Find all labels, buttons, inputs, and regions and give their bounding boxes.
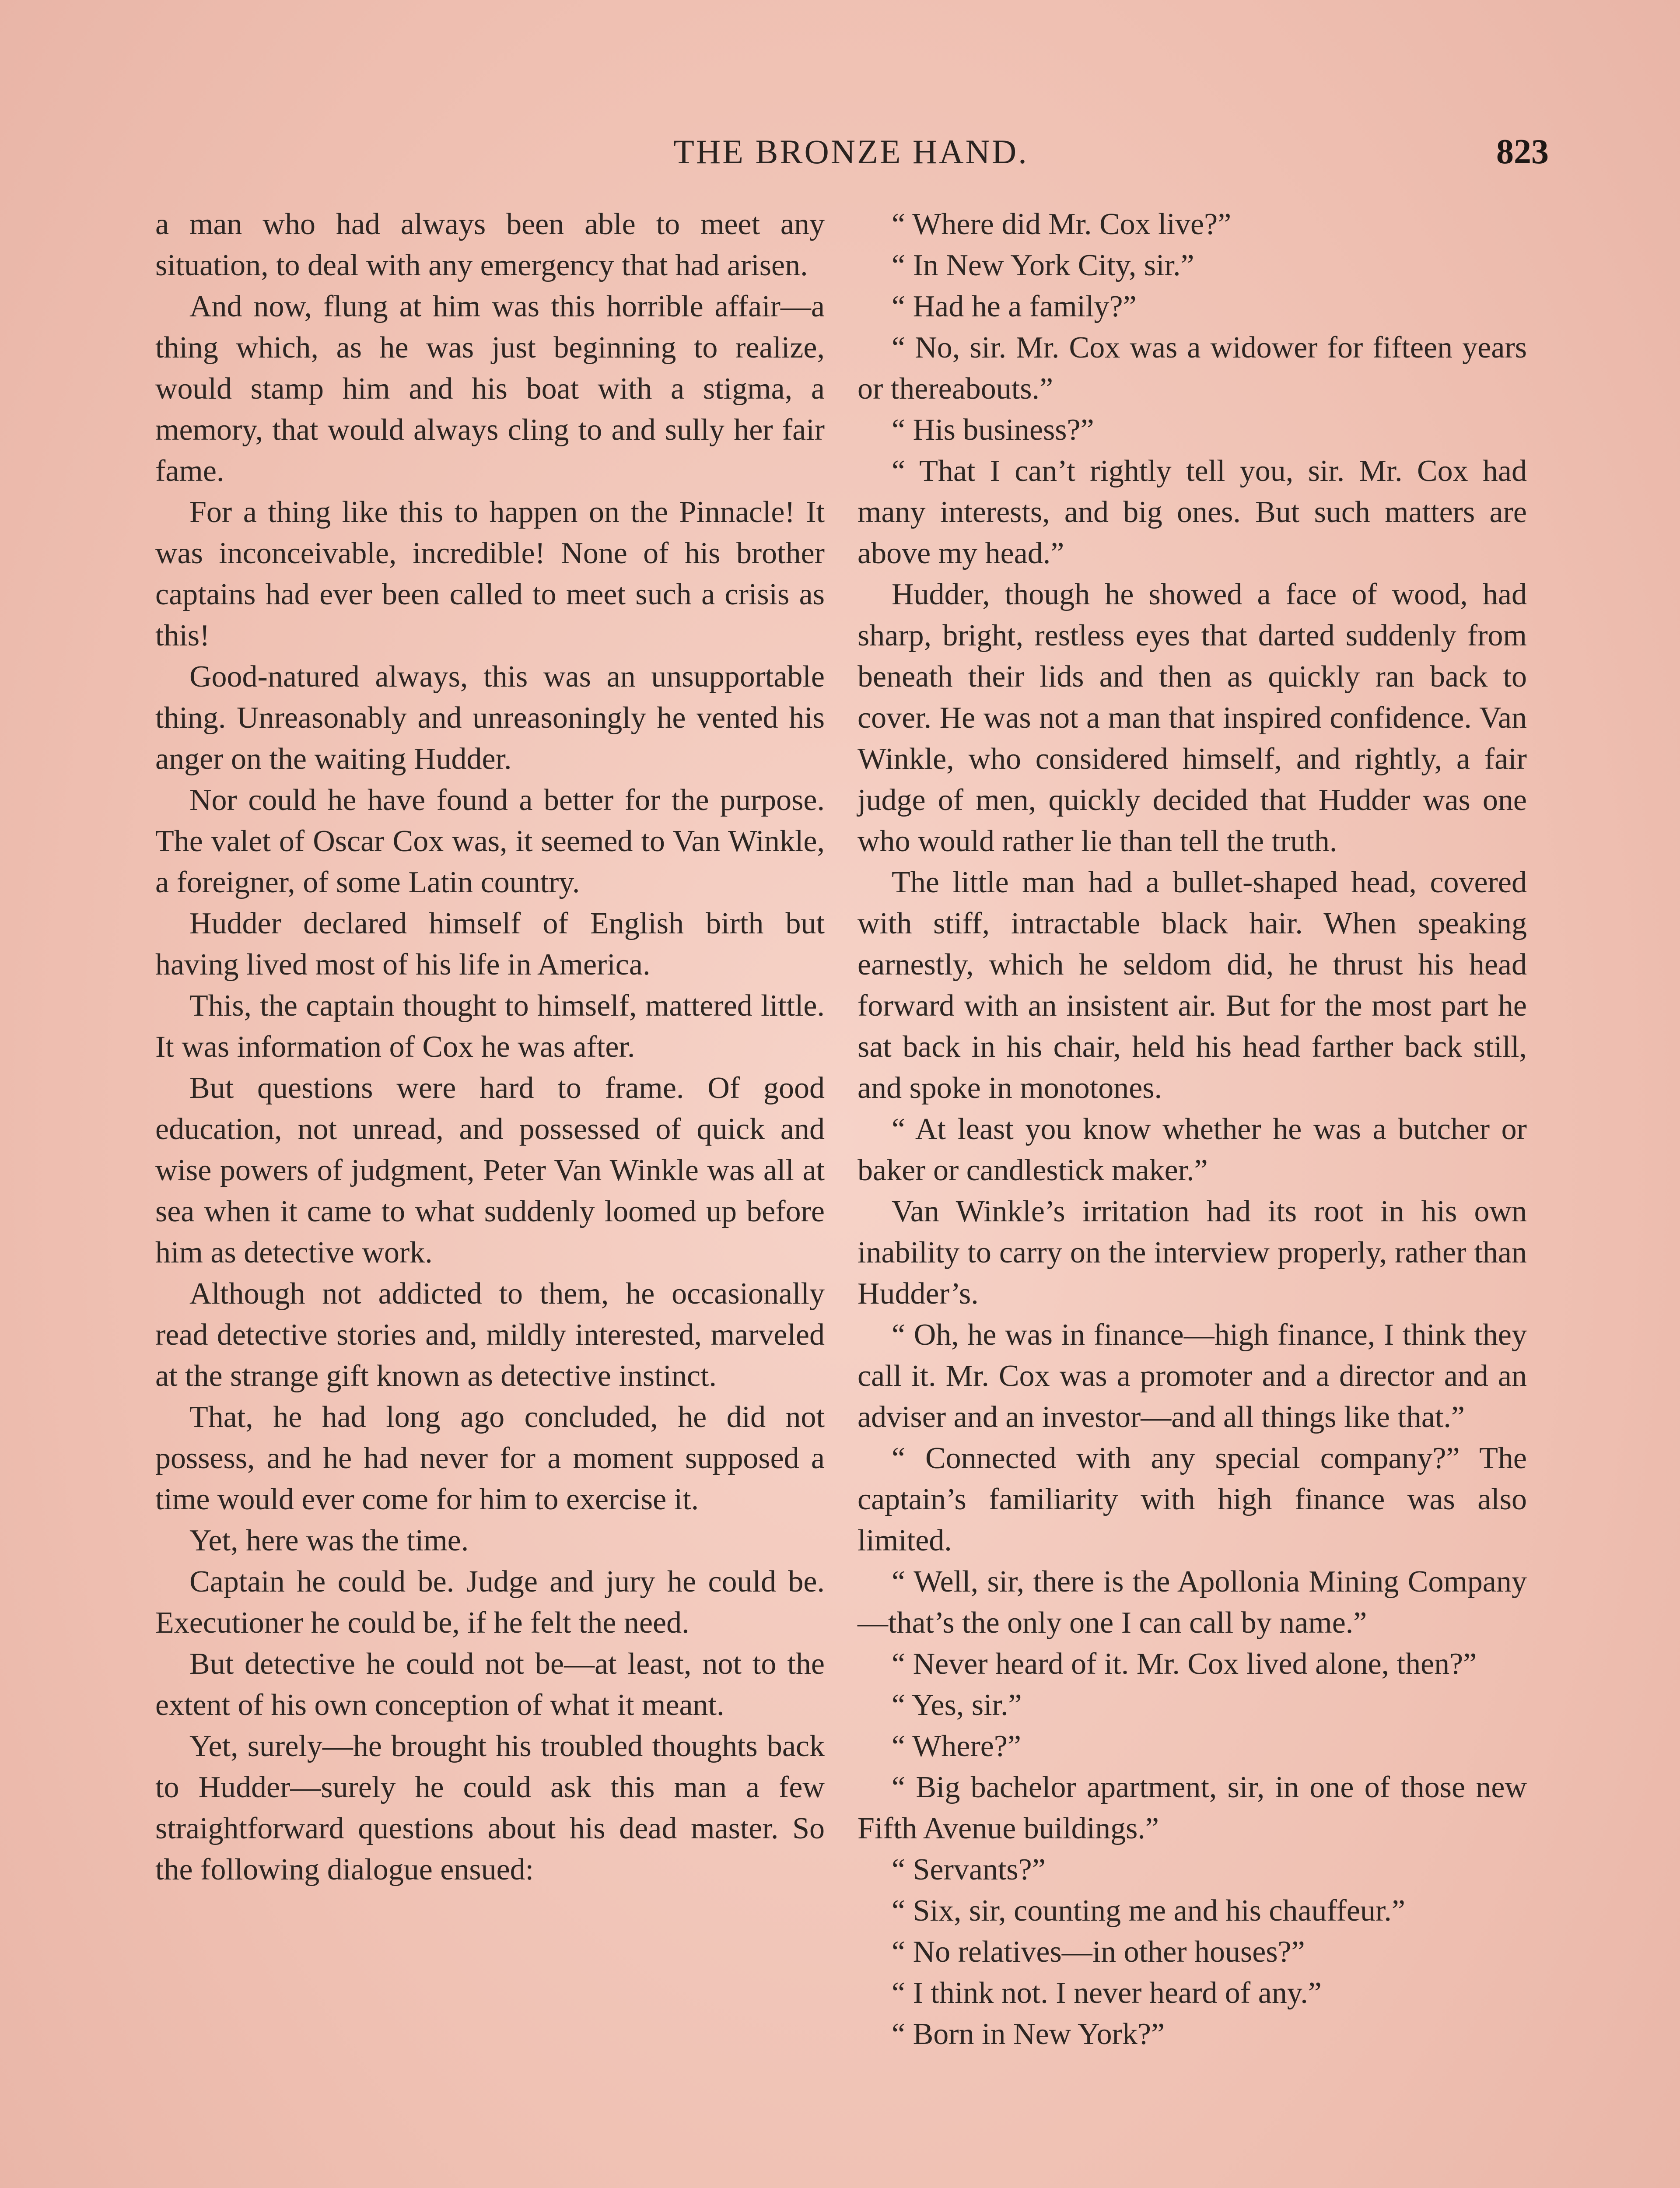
paragraph: And now, flung at him was this horrible affair—a thing which, as he was just beginning to realize, would stamp him and his boat with a stigma, a memory, that would always cling to and sully her fair fame. xyxy=(155,290,825,488)
paragraph: “ Six, sir, counting me and his chauffeur.” xyxy=(892,1894,1405,1928)
paragraph: The little man had a bullet-shaped head, covered with stiff, intractable black hair. When speaking earnestly, which he seldom did, he thrust his head forward with an insistent air. But for the most part he sat back in his chair, held his head farther back still, and spoke in monotones. xyxy=(858,866,1527,1105)
paragraph: Captain he could be. Judge and jury he could be. Executioner he could be, if he felt the need. xyxy=(155,1565,825,1640)
paragraph: “ Where did Mr. Cox live?” xyxy=(892,207,1232,241)
paragraph: But detective he could not be—at least, not to the extent of his own conception of what it meant. xyxy=(155,1647,825,1722)
page-number: 823 xyxy=(1496,133,1549,171)
paragraph: “ Yes, sir.” xyxy=(892,1688,1022,1722)
paragraph: “ Where?” xyxy=(892,1729,1021,1763)
paragraph: “ Big bachelor apartment, sir, in one of those new Fifth Avenue buildings.” xyxy=(858,1771,1527,1845)
paragraph: “ Never heard of it. Mr. Cox lived alone, then?” xyxy=(892,1647,1477,1681)
paragraph: “ At least you know whether he was a butcher or baker or candlestick maker.” xyxy=(858,1112,1527,1187)
paragraph: “ That I can’t rightly tell you, sir. Mr. Cox had many interests, and big ones. But such matters are above my head.” xyxy=(858,454,1527,570)
paragraph: a man who had always been able to meet any situation, to deal with any emergency that had arisen. xyxy=(155,207,825,282)
paragraph: Although not addicted to them, he occasionally read detective stories and, mildly interested, marveled at the strange gift known as detective instinct. xyxy=(155,1277,825,1393)
paragraph: Yet, surely—he brought his troubled thoughts back to Hudder—surely he could ask this man a few straightforward questions about his dead master. So the following dialogue ensued: xyxy=(155,1729,825,1886)
paragraph: “ Servants?” xyxy=(892,1853,1046,1886)
paragraph: That, he had long ago concluded, he did not possess, and he had never for a moment supposed a time would ever come for him to exercise it. xyxy=(155,1400,825,1516)
paragraph: Hudder, though he showed a face of wood, had sharp, bright, restless eyes that darted suddenly from beneath their lids and then as quickly ran back to cover. He was not a man that inspired confidence. Van Winkle, who considered himself, and rightly, a fair judge of men, quickly decided that Hudder was one who would rather lie than tell the truth. xyxy=(858,578,1527,858)
right-column xyxy=(858,204,1527,2055)
running-title: THE BRONZE HAND. xyxy=(673,133,1029,171)
paragraph: But questions were hard to frame. Of good education, not unread, and possessed of quick and wise powers of judgment, Peter Van Winkle was all at sea when it came to what suddenly loomed up before him as detective work. xyxy=(155,1071,825,1269)
left-column xyxy=(155,204,825,1890)
page-header xyxy=(153,128,1549,176)
paragraph: “ In New York City, sir.” xyxy=(892,249,1194,282)
paragraph: Van Winkle’s irritation had its root in his own inability to carry on the interview properly, rather than Hudder’s. xyxy=(858,1195,1527,1311)
paragraph: “ No, sir. Mr. Cox was a widower for fifteen years or thereabouts.” xyxy=(858,331,1527,406)
paragraph: “ Had he a family?” xyxy=(892,290,1137,323)
paragraph: “ His business?” xyxy=(892,413,1094,447)
paragraph: “ I think not. I never heard of any.” xyxy=(892,1976,1322,2010)
paragraph: “ Oh, he was in finance—high finance, I think they call it. Mr. Cox was a promoter and a director and an adviser and an investor—and all things like that.” xyxy=(858,1318,1527,1434)
paragraph: “ No relatives—in other houses?” xyxy=(892,1935,1305,1969)
paragraph: “ Connected with any special company?” The captain’s familiarity with high finance was also limited. xyxy=(858,1441,1527,1557)
paragraph: “ Born in New York?” xyxy=(892,2017,1165,2051)
paragraph: Yet, here was the time. xyxy=(189,1524,469,1557)
paragraph: This, the captain thought to himself, mattered little. It was information of Cox he was after. xyxy=(155,989,825,1064)
paragraph: Nor could he have found a better for the purpose. The valet of Oscar Cox was, it seemed to Van Winkle, a foreigner, of some Latin country. xyxy=(155,783,825,899)
paragraph: Hudder declared himself of English birth but having lived most of his life in America. xyxy=(155,907,825,982)
paragraph: “ Well, sir, there is the Apollonia Mining Company—that’s the only one I can call by name.” xyxy=(858,1565,1527,1640)
paragraph: For a thing like this to happen on the Pinnacle! It was inconceivable, incredible! None of his brother captains had ever been called to meet such a crisis as this! xyxy=(155,495,825,652)
paragraph: Good-natured always, this was an unsupportable thing. Unreasonably and unreasoningly he vented his anger on the waiting Hudder. xyxy=(155,660,825,776)
